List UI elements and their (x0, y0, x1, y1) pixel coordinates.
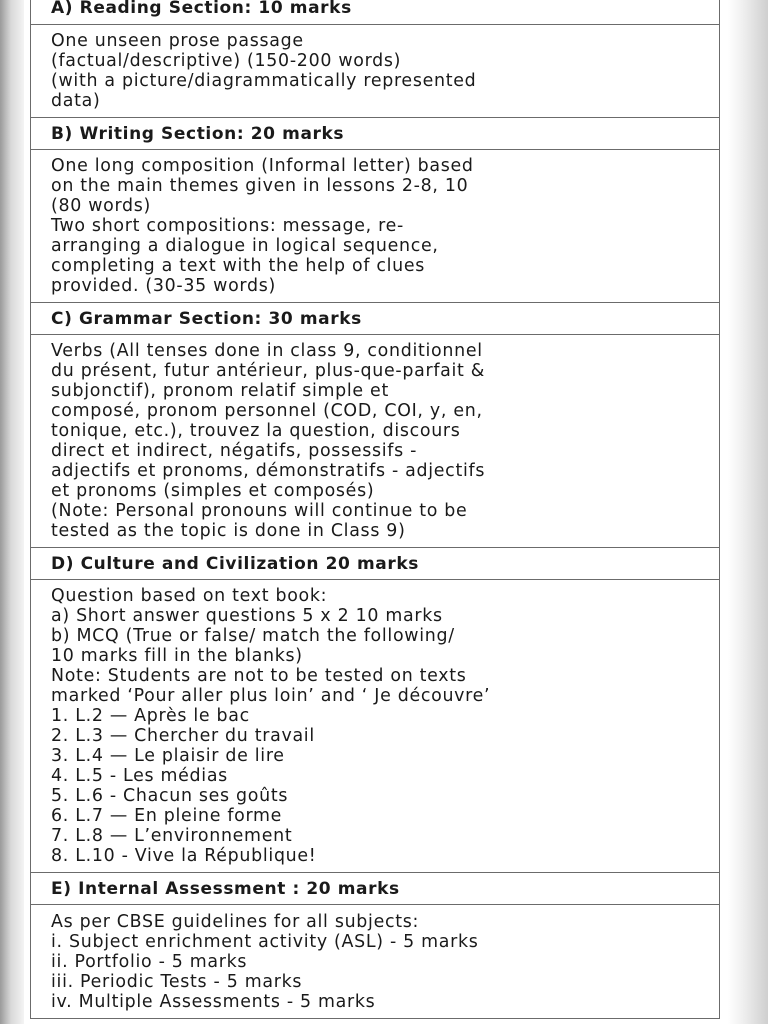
section-a-line: (with a picture/diagrammatically represented (51, 71, 477, 91)
lesson-list-item: 1. L.2 — Après le bac (51, 706, 250, 726)
section-d-line: Question based on text book: (51, 586, 328, 606)
section-e-content (31, 905, 719, 1019)
section-c-content (31, 335, 719, 548)
section-c-line: (Note: Personal pronouns will continue to be (51, 501, 468, 521)
section-d-line: Note: Students are not to be tested on texts (51, 666, 467, 686)
section-d-line: marked ‘Pour aller plus loin’ and ‘ Je découvre’ (51, 686, 491, 706)
section-c-heading: C) Grammar Section: 30 marks (31, 303, 719, 335)
section-d-line: 10 marks fill in the blanks) (51, 646, 303, 666)
lesson-list-item: 4. L.5 - Les médias (51, 766, 228, 786)
section-c-line: et pronoms (simples et composés) (51, 481, 375, 501)
section-d-line: a) Short answer questions 5 x 2 10 marks (51, 606, 443, 626)
lesson-list-item: 7. L.8 — L’environnement (51, 826, 293, 846)
section-d-content (31, 580, 719, 873)
section-b-line: (80 words) (51, 196, 152, 216)
page-edge-shadow-right (728, 0, 768, 1024)
section-c-line: adjectifs et pronoms, démonstratifs - adjectifs (51, 461, 486, 481)
section-e-line: iii. Periodic Tests - 5 marks (51, 971, 303, 992)
lesson-list-item: 2. L.3 — Chercher du travail (51, 726, 315, 746)
section-c-line: tested as the topic is done in Class 9) (51, 521, 406, 541)
section-b-heading: B) Writing Section: 20 marks (31, 118, 719, 150)
section-a-heading: A) Reading Section: 10 marks (31, 0, 719, 25)
section-b-line: arranging a dialogue in logical sequence, (51, 236, 439, 256)
section-b-line: Two short compositions: message, re- (51, 216, 404, 236)
section-e-line: ii. Portfolio - 5 marks (51, 951, 248, 972)
section-d-line: b) MCQ (True or false/ match the following/ (51, 626, 455, 646)
section-e-heading: E) Internal Assessment : 20 marks (31, 873, 719, 905)
section-c-line: tonique, etc.), trouvez la question, discours (51, 421, 461, 441)
section-b-content (31, 150, 719, 303)
section-e-line: i. Subject enrichment activity (ASL) - 5 marks (51, 931, 479, 952)
lesson-list-item: 3. L.4 — Le plaisir de lire (51, 746, 285, 766)
section-c-line: subjonctif), pronom relatif simple et (51, 381, 389, 401)
section-b-line: on the main themes given in lessons 2-8, 10 (51, 176, 469, 196)
section-b-line: One long composition (Informal letter) based (51, 156, 474, 176)
section-e-line: As per CBSE guidelines for all subjects: (51, 911, 420, 932)
section-b-line: provided. (30-35 words) (51, 276, 276, 296)
section-c-line: Verbs (All tenses done in class 9, conditionnel (51, 341, 483, 361)
section-a-content (31, 25, 719, 118)
section-c-line: direct et indirect, négatifs, possessifs - (51, 441, 418, 461)
lesson-list-item: 5. L.6 - Chacun ses goûts (51, 786, 289, 806)
section-c-line: du présent, futur antérieur, plus-que-parfait & (51, 361, 486, 381)
section-c-line: composé, pronom personnel (COD, COI, y, en, (51, 401, 483, 421)
section-e-line: iv. Multiple Assessments - 5 marks (51, 991, 376, 1012)
section-a-line: data) (51, 91, 101, 111)
lesson-list-item: 8. L.10 - Vive la République! (51, 846, 317, 866)
page-edge-shadow-left (0, 0, 24, 1024)
syllabus-table (30, 0, 720, 1019)
section-a-line: (factual/descriptive) (150-200 words) (51, 51, 402, 71)
section-d-heading: D) Culture and Civilization 20 marks (31, 548, 719, 580)
section-a-line: One unseen prose passage (51, 31, 304, 51)
section-b-line: completing a text with the help of clues (51, 256, 426, 276)
lesson-list-item: 6. L.7 — En pleine forme (51, 806, 283, 826)
